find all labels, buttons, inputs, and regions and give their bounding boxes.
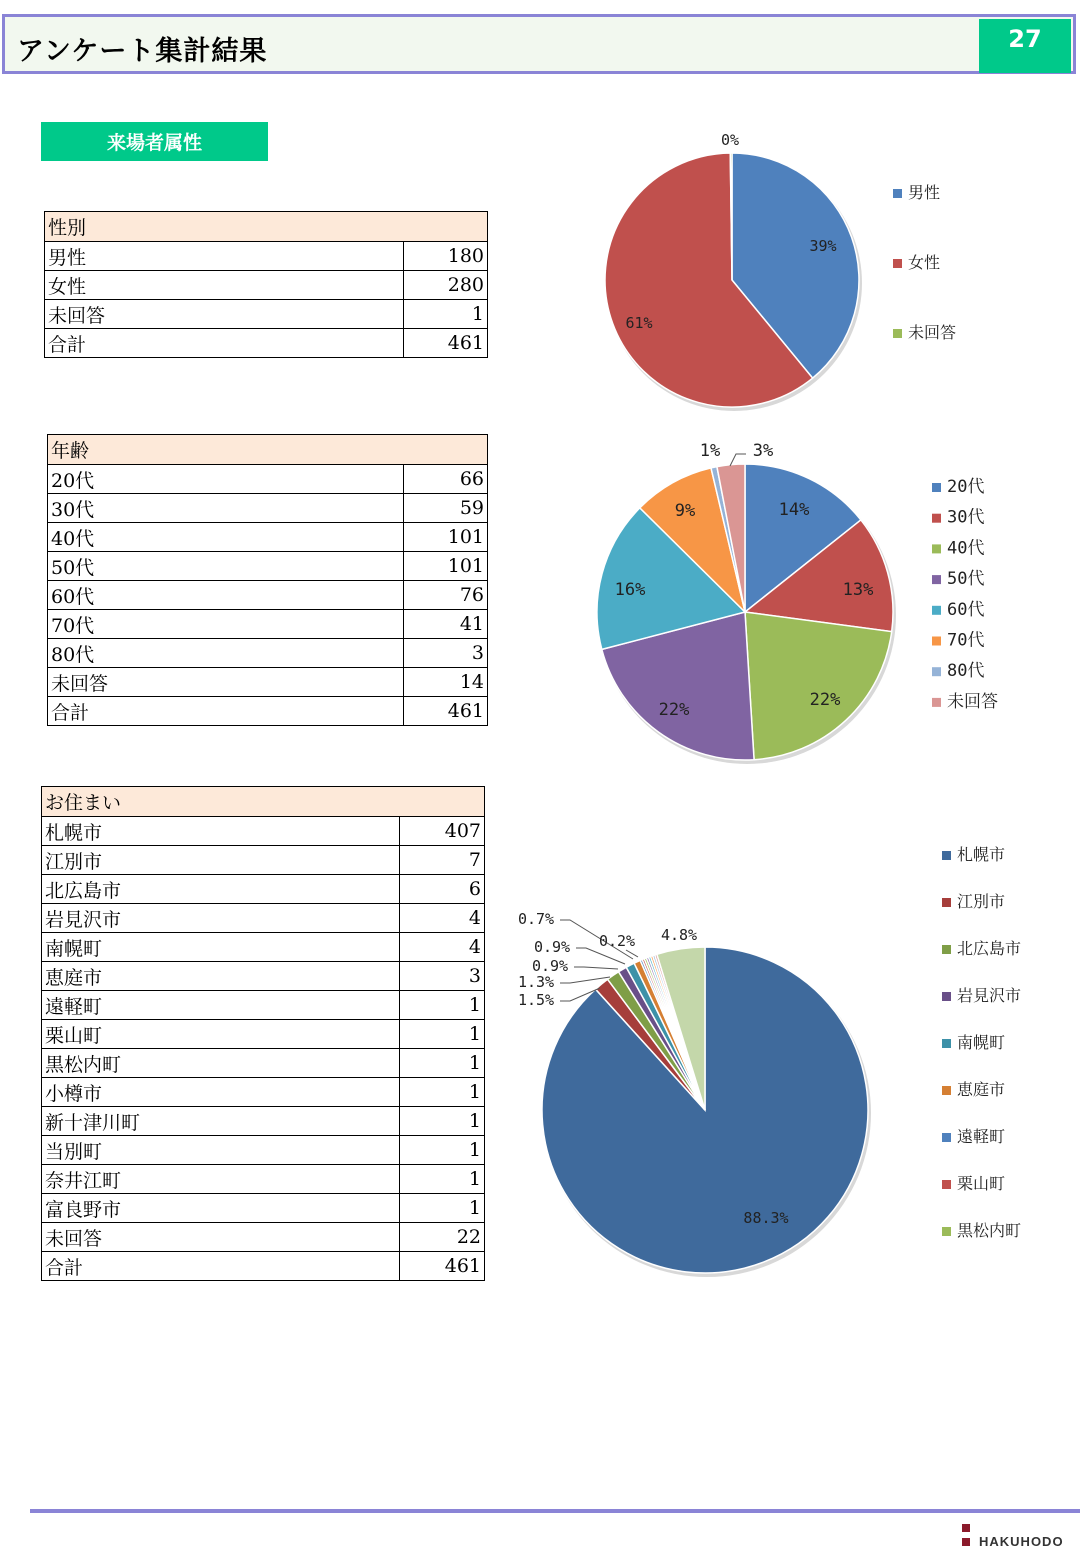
legend-swatch [942,945,951,954]
row-label: 遠軽町 [42,991,400,1020]
row-label: 未回答 [48,668,404,697]
page-header [2,14,1076,74]
legend-swatch [932,698,941,707]
table-row [48,697,488,726]
pie-slice [745,612,892,760]
table-row [42,1107,485,1136]
row-label: 江別市 [42,846,400,875]
legend-entry: 栗山町 [957,1174,1006,1193]
table-row [42,1223,485,1252]
legend-swatch [893,259,902,268]
row-value: 1 [400,1194,485,1223]
age-table-title: 年齢 [48,435,488,465]
table-row [42,817,485,846]
legend-entry: 遠軽町 [957,1127,1006,1146]
table-row [48,610,488,639]
section-label: 来場者属性 [41,122,268,161]
row-value: 1 [400,1165,485,1194]
data-label: 14% [778,500,810,520]
residence-pie-chart [500,830,1070,1290]
table-row [45,271,488,300]
legend-entry: 70代 [947,630,985,651]
row-value: 1 [400,1049,485,1078]
row-value: 3 [400,962,485,991]
data-label: 0.9% [531,957,569,975]
footer-divider [30,1509,1080,1513]
row-value: 41 [404,610,488,639]
row-label: 30代 [48,494,404,523]
row-value: 76 [404,581,488,610]
row-value: 101 [404,523,488,552]
row-label: 南幌町 [42,933,400,962]
row-value: 1 [400,1078,485,1107]
row-label: 女性 [45,271,404,300]
legend-entry: 40代 [947,538,985,559]
table-row [42,904,485,933]
row-value: 3 [404,639,488,668]
table-row [45,329,488,358]
row-label: 奈井江町 [42,1165,400,1194]
age-pie-chart [560,432,1070,772]
row-label: 新十津川町 [42,1107,400,1136]
table-row [45,242,488,271]
legend-swatch [932,606,941,615]
row-value: 1 [400,1107,485,1136]
table-row [48,552,488,581]
age-table [47,434,488,726]
data-label: 13% [842,580,874,600]
row-label: 50代 [48,552,404,581]
legend-entry: 60代 [947,599,985,620]
legend-swatch [942,898,951,907]
residence-table-title: お住まい [42,787,485,817]
legend-entry: 20代 [947,477,985,497]
row-label: 札幌市 [42,817,400,846]
gender-table [44,211,488,358]
legend-swatch [932,575,941,584]
row-value: 66 [404,465,488,494]
row-value: 22 [400,1223,485,1252]
row-value: 407 [400,817,485,846]
data-label: 0.9% [533,938,571,956]
row-value: 1 [400,1136,485,1165]
legend-entry: 未回答 [947,691,998,712]
page-number: 27 [979,19,1071,73]
row-label: 80代 [48,639,404,668]
legend-swatch [932,637,941,646]
data-label: 4.8% [660,926,698,944]
legend-swatch [942,1227,951,1236]
legend-entry: 80代 [947,661,985,682]
data-label: 3% [752,441,774,461]
row-value: 180 [404,242,488,271]
table-row [42,1194,485,1223]
legend-entry: 北広島市 [957,939,1022,958]
table-row [42,991,485,1020]
row-value: 461 [404,329,488,358]
row-value: 4 [400,933,485,962]
table-row [42,1136,485,1165]
legend-entry: 恵庭市 [957,1080,1006,1099]
legend-entry: 南幌町 [957,1033,1006,1052]
legend-entry: 50代 [947,569,985,590]
row-label: 合計 [48,697,404,726]
legend-swatch [942,1086,951,1095]
hakuhodo-logo [962,1524,1072,1554]
data-label: 1.3% [517,973,555,991]
row-value: 1 [404,300,488,329]
row-value: 6 [400,875,485,904]
row-value: 101 [404,552,488,581]
row-value: 7 [400,846,485,875]
row-value: 461 [404,697,488,726]
table-row [42,962,485,991]
row-label: 40代 [48,523,404,552]
legend-entry: 黒松内町 [957,1221,1022,1240]
legend-entry: 札幌市 [957,845,1006,864]
legend-swatch [932,514,941,523]
data-label: 0.2% [598,932,636,950]
gender-pie-chart [560,120,1070,420]
leader-line [576,948,625,964]
row-label: 男性 [45,242,404,271]
table-row [42,1020,485,1049]
table-row [42,1252,485,1281]
legend-entry: 男性 [908,183,941,202]
row-label: 合計 [45,329,404,358]
page-title: アンケート集計結果 [17,36,268,67]
legend-swatch [932,483,941,492]
row-label: 富良野市 [42,1194,400,1223]
table-row [48,523,488,552]
table-row [42,875,485,904]
leader-line [560,977,610,983]
legend-entry: 30代 [947,507,985,528]
row-label: 恵庭市 [42,962,400,991]
data-label: 16% [614,580,646,600]
legend-swatch [932,667,941,676]
table-row [48,639,488,668]
row-value: 1 [400,1020,485,1049]
data-label: 0.7% [517,910,555,928]
logo-text: HAKUHODO [979,1534,1064,1549]
row-label: 黒松内町 [42,1049,400,1078]
legend-entry: 未回答 [908,323,957,342]
legend-entry: 江別市 [957,892,1006,911]
data-label: 61% [625,314,653,332]
row-value: 1 [400,991,485,1020]
table-row [42,1049,485,1078]
data-label: 22% [809,690,841,710]
leader-line [574,967,618,969]
legend-entry: 女性 [908,253,941,272]
row-label: 20代 [48,465,404,494]
legend-swatch [893,189,902,198]
row-value: 14 [404,668,488,697]
row-value: 461 [400,1252,485,1281]
table-row [42,1165,485,1194]
gender-table-title: 性別 [45,212,488,242]
table-row [42,1078,485,1107]
table-row [48,494,488,523]
row-label: 未回答 [45,300,404,329]
row-label: 岩見沢市 [42,904,400,933]
data-label: 22% [658,700,690,720]
row-label: 70代 [48,610,404,639]
table-row [48,581,488,610]
row-value: 280 [404,271,488,300]
data-label: 9% [674,501,696,521]
data-label: 1.5% [517,991,555,1009]
legend-swatch [942,992,951,1001]
row-value: 4 [400,904,485,933]
row-label: 当別町 [42,1136,400,1165]
table-row [42,846,485,875]
row-label: 合計 [42,1252,400,1281]
legend-swatch [893,329,902,338]
legend-entry: 岩見沢市 [957,986,1022,1005]
row-label: 未回答 [42,1223,400,1252]
data-label: 1% [699,441,721,461]
data-label: 88.3% [743,1209,789,1227]
table-row [42,933,485,962]
legend-swatch [942,1133,951,1142]
legend-swatch [932,544,941,553]
row-value: 59 [404,494,488,523]
row-label: 栗山町 [42,1020,400,1049]
row-label: 60代 [48,581,404,610]
row-label: 小樽市 [42,1078,400,1107]
row-label: 北広島市 [42,875,400,904]
table-row [48,465,488,494]
data-label: 39% [809,237,837,255]
logo-square-icon [962,1538,970,1546]
legend-swatch [942,851,951,860]
logo-square-icon [962,1524,970,1532]
legend-swatch [942,1180,951,1189]
table-row [45,300,488,329]
legend-swatch [942,1039,951,1048]
residence-table [41,786,485,1281]
table-row [48,668,488,697]
data-label: 0% [720,131,740,149]
